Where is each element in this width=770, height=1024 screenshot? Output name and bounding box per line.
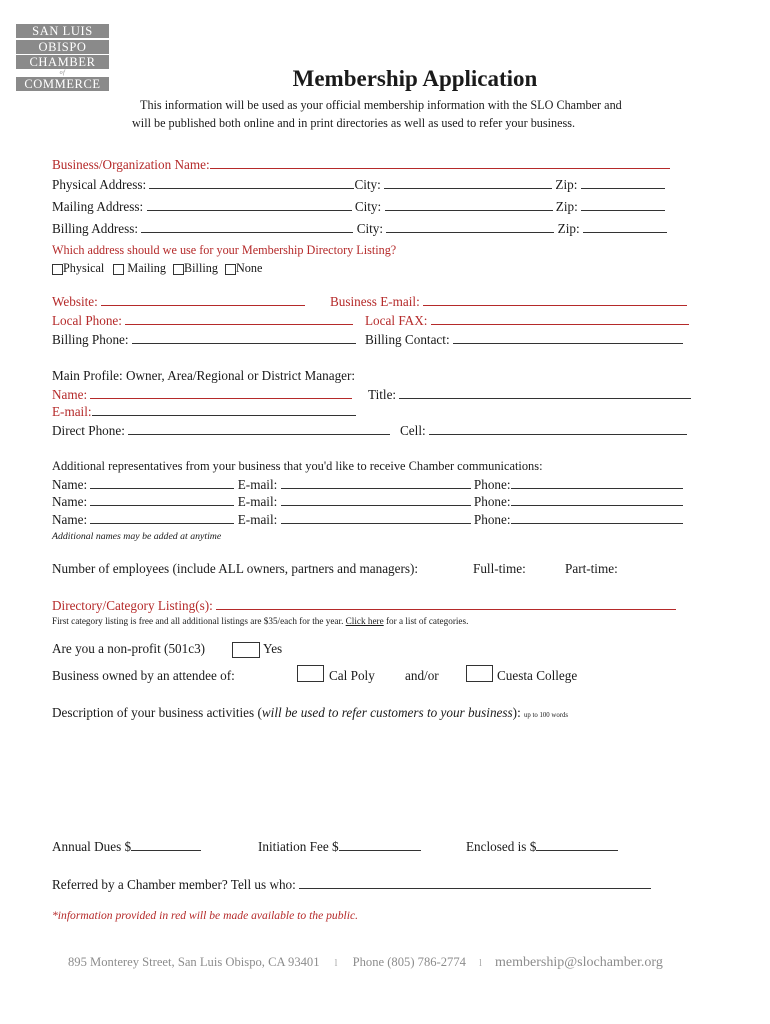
initiation-fee-row [258, 839, 421, 855]
employees-label: Number of employees (include ALL owners, partners and managers): [52, 561, 419, 576]
profile-title-field[interactable] [399, 387, 691, 399]
billing-address-label: Billing Address: [52, 221, 139, 236]
website-label: Website: [52, 294, 98, 309]
billing-address-row [52, 221, 667, 237]
local-fax-label: Local FAX: [365, 313, 428, 328]
description-close: ): [512, 705, 521, 720]
profile-name-row [52, 387, 352, 403]
nonprofit-yes-label: Yes [263, 641, 283, 656]
business-email-label: Business E-mail: [330, 294, 420, 309]
attendee-label: Business owned by an attendee of: [52, 668, 235, 683]
rep-name-field[interactable] [90, 494, 234, 506]
rep-name-field[interactable] [90, 512, 234, 524]
rep-email-field[interactable] [281, 477, 471, 489]
cell-label: Cell: [400, 423, 426, 438]
website-field[interactable] [101, 294, 305, 306]
enclosed-field[interactable] [536, 839, 618, 851]
billing-contact-label: Billing Contact: [365, 332, 450, 347]
billing-city-field[interactable] [386, 221, 554, 233]
local-fax-row [365, 313, 689, 329]
rep-row [52, 477, 683, 493]
enclosed-row [466, 839, 618, 855]
rep-phone-field[interactable] [511, 512, 683, 524]
billing-phone-row [52, 332, 356, 348]
footer-separator: l [479, 958, 482, 969]
footer-phone: Phone (805) 786-2774 [352, 955, 466, 969]
rep-email-field[interactable] [281, 494, 471, 506]
intro-line-2: will be published both online and in print directories as well as used to refer your business. [132, 116, 576, 130]
profile-email-row [52, 404, 356, 420]
directory-listing-field[interactable] [216, 598, 676, 610]
directory-address-options [52, 261, 262, 276]
mailing-city-label: City: [354, 199, 382, 214]
categories-link[interactable]: Click here [345, 616, 384, 626]
parttime-label[interactable]: Part-time: [565, 561, 618, 576]
annual-dues-field[interactable] [131, 839, 201, 851]
reps-heading: Additional representatives from your business that you'd like to receive Chamber communications: [52, 459, 543, 473]
rep-name-field[interactable] [90, 477, 234, 489]
rep-phone-label: Phone: [473, 477, 511, 492]
physical-address-field[interactable] [149, 177, 354, 189]
local-fax-field[interactable] [431, 313, 689, 325]
local-phone-label: Local Phone: [52, 313, 122, 328]
nonprofit-label: Are you a non-profit (501c3) [52, 641, 206, 656]
business-name-label: Business/Organization Name: [52, 157, 210, 172]
logo-line: CHAMBER [16, 55, 109, 69]
rep-phone-field[interactable] [511, 477, 683, 489]
rep-phone-field[interactable] [511, 494, 683, 506]
rep-email-label: E-mail: [237, 494, 278, 509]
cell-row [400, 423, 687, 439]
directory-note [52, 616, 468, 626]
page-title: Membership Application [292, 66, 538, 91]
billing-checkbox[interactable] [173, 264, 184, 275]
profile-name-field[interactable] [90, 387, 352, 399]
profile-name-label: Name: [52, 387, 88, 402]
physical-city-label: City: [354, 177, 381, 192]
rep-email-field[interactable] [281, 512, 471, 524]
rep-name-label: Name: [52, 477, 88, 492]
footer-email-link[interactable]: membership@slochamber.org [495, 955, 663, 970]
physical-address-label: Physical Address: [52, 177, 147, 192]
enclosed-label: Enclosed is $ [466, 839, 537, 854]
billing-phone-label: Billing Phone: [52, 332, 129, 347]
profile-email-label: E-mail: [52, 404, 92, 419]
profile-email-field[interactable] [92, 404, 356, 416]
profile-title-label: Title: [368, 387, 397, 402]
rep-name-label: Name: [52, 494, 88, 509]
billing-contact-row [365, 332, 683, 348]
business-name-row [52, 157, 670, 173]
public-info-note: *information provided in red will be made available to the public. [52, 909, 359, 922]
billing-phone-field[interactable] [132, 332, 356, 344]
direct-phone-label: Direct Phone: [52, 423, 125, 438]
footer [68, 955, 663, 971]
local-phone-field[interactable] [125, 313, 353, 325]
intro-line-1: This information will be used as your official membership information with the SLO Chamber and [140, 98, 622, 112]
directory-note-text: First category listing is free and all additional listings are $35/each for the year. [52, 616, 344, 626]
cuesta-checkbox[interactable] [466, 665, 493, 682]
referred-row [52, 877, 651, 893]
nonprofit-yes-checkbox[interactable] [232, 642, 260, 658]
billing-zip-field[interactable] [583, 221, 667, 233]
directory-address-question: Which address should we use for your Membership Directory Listing? [52, 243, 397, 257]
business-name-field[interactable] [210, 157, 670, 169]
logo-of: of [16, 71, 109, 76]
description-word-limit: up to 100 words [524, 712, 569, 719]
annual-dues-row [52, 839, 201, 855]
mailing-option-label: Mailing [127, 261, 166, 275]
physical-city-field[interactable] [384, 177, 552, 189]
business-email-field[interactable] [423, 294, 687, 306]
direct-phone-field[interactable] [128, 423, 390, 435]
mailing-city-field[interactable] [385, 199, 553, 211]
directory-note-end: for a list of categories. [385, 616, 469, 626]
calpoly-checkbox[interactable] [297, 665, 324, 682]
billing-contact-field[interactable] [453, 332, 683, 344]
physical-checkbox[interactable] [52, 264, 63, 275]
mailing-checkbox[interactable] [113, 264, 124, 275]
rep-phone-label: Phone: [473, 494, 511, 509]
website-row [52, 294, 305, 310]
description-row [52, 705, 568, 721]
profile-title-row [368, 387, 691, 403]
andor-label: and/or [405, 668, 439, 683]
mailing-address-label: Mailing Address: [52, 199, 144, 214]
description-textarea[interactable] [52, 726, 698, 824]
mailing-address-field[interactable] [147, 199, 352, 211]
direct-phone-row [52, 423, 390, 439]
footer-separator: l [334, 958, 338, 969]
initiation-fee-label: Initiation Fee $ [258, 839, 339, 854]
cuesta-label: Cuesta College [497, 668, 578, 683]
rep-phone-label: Phone: [473, 512, 511, 527]
main-profile-heading: Main Profile: Owner, Area/Regional or District Manager: [52, 368, 356, 383]
business-email-row [330, 294, 687, 310]
mailing-zip-field[interactable] [581, 199, 665, 211]
rep-email-label: E-mail: [237, 512, 278, 527]
calpoly-label: Cal Poly [329, 668, 375, 683]
directory-listing-label: Directory/Category Listing(s): [52, 598, 213, 613]
billing-city-label: City: [356, 221, 384, 236]
billing-option-label: Billing [184, 261, 218, 275]
none-checkbox[interactable] [225, 264, 236, 275]
footer-address: 895 Monterey Street, San Luis Obispo, CA 93401 [68, 955, 320, 969]
mailing-address-row [52, 199, 665, 215]
reps-note: Additional names may be added at anytime [52, 531, 222, 542]
local-phone-row [52, 313, 353, 329]
logo-line: OBISPO [16, 40, 109, 54]
directory-listing-row [52, 598, 676, 614]
fulltime-label[interactable]: Full-time: [473, 561, 526, 576]
physical-option-label: Physical [63, 261, 105, 275]
billing-zip-label: Zip: [557, 221, 580, 236]
description-label: Description of your business activities ( [52, 705, 262, 720]
physical-address-row [52, 177, 665, 193]
initiation-fee-field[interactable] [339, 839, 421, 851]
rep-row [52, 512, 683, 528]
none-option-label: None [235, 261, 263, 275]
referred-label: Referred by a Chamber member? Tell us who: [52, 877, 296, 892]
logo-line: COMMERCE [16, 77, 109, 91]
rep-row [52, 494, 683, 510]
mailing-zip-label: Zip: [555, 199, 578, 214]
logo-line: SAN LUIS [16, 24, 109, 38]
description-italic: will be used to refer customers to your business [261, 705, 513, 720]
cell-field[interactable] [429, 423, 687, 435]
rep-email-label: E-mail: [237, 477, 278, 492]
billing-address-field[interactable] [141, 221, 353, 233]
annual-dues-label: Annual Dues $ [52, 839, 132, 854]
physical-zip-field[interactable] [581, 177, 665, 189]
rep-name-label: Name: [52, 512, 88, 527]
physical-zip-label: Zip: [555, 177, 578, 192]
referred-field[interactable] [299, 877, 651, 889]
